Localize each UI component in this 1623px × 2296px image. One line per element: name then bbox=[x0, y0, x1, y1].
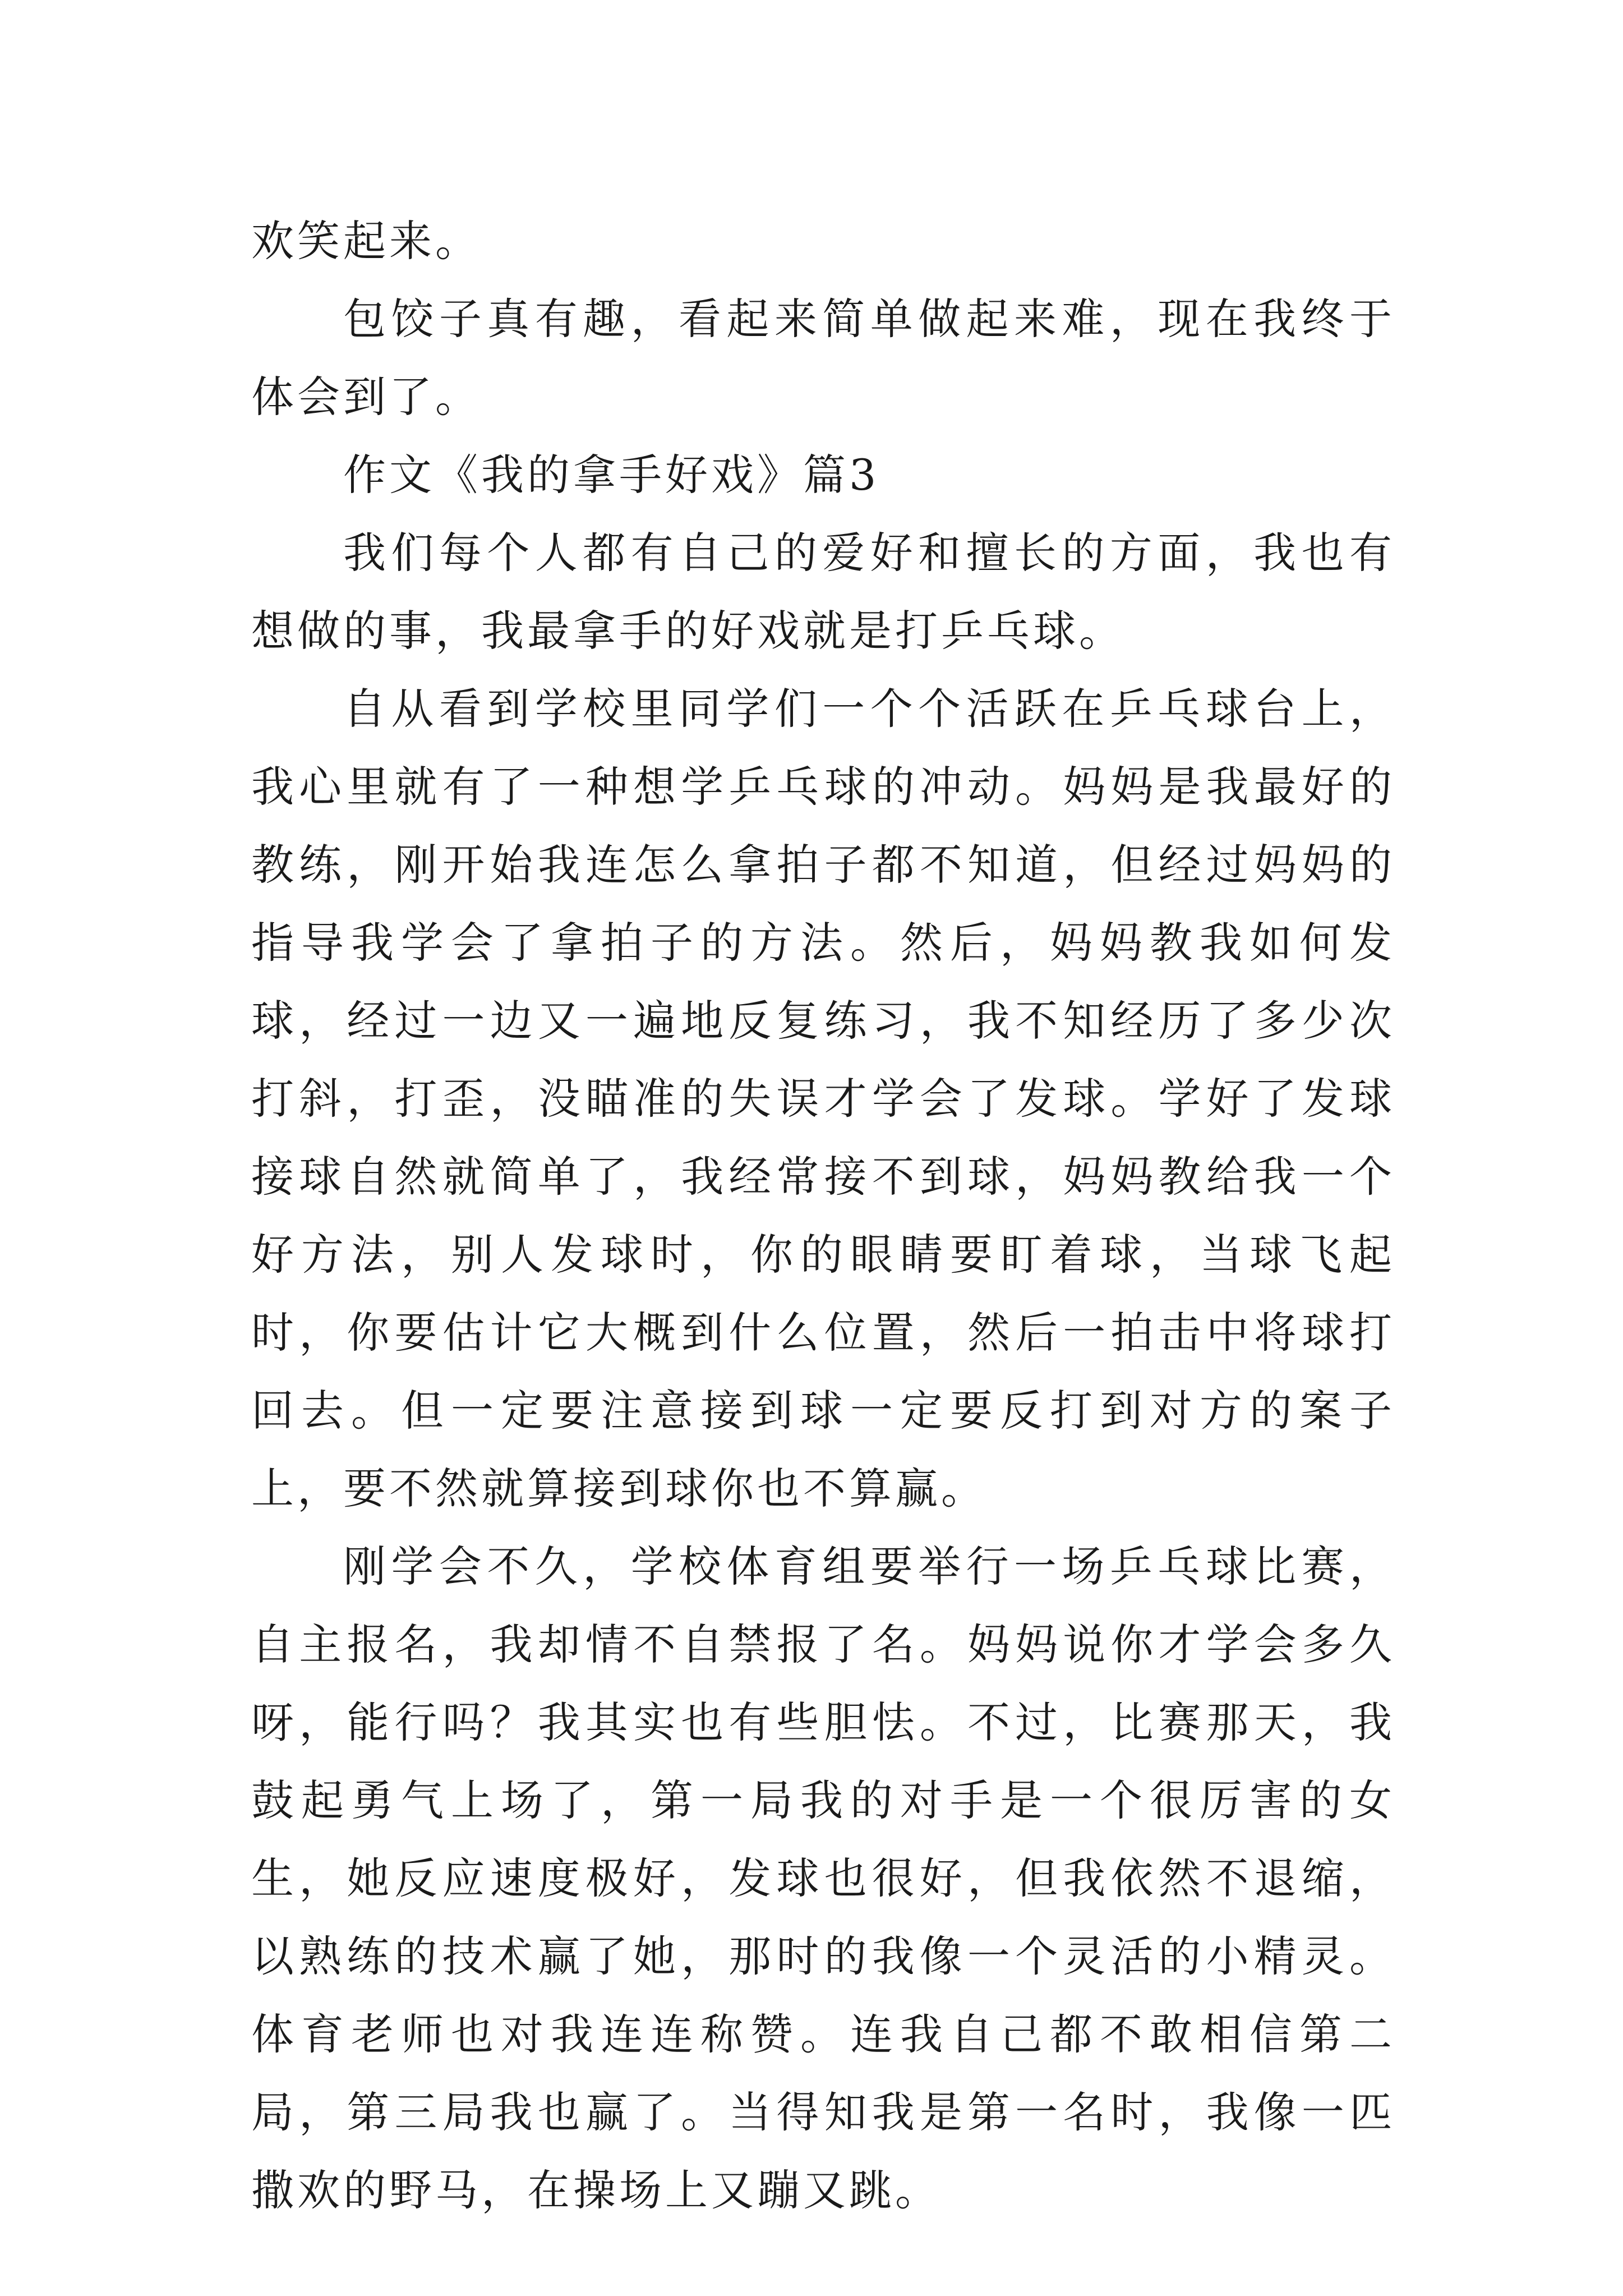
paragraph-3: 我们每个人都有自己的爱好和擅长的方面，我也有想做的事，我最拿手的好戏就是打乒乓球。 bbox=[251, 528, 1395, 656]
essay-title: 作文《我的拿手好戏》篇3 bbox=[343, 450, 880, 500]
paragraph-2: 包饺子真有趣，看起来简单做起来难，现在我终于体会到了。 bbox=[251, 294, 1395, 422]
paragraph-4: 自从看到学校里同学们一个个活跃在乒乓球台上，我心里就有了一种想学乒乓球的冲动。妈妈是我最好的教练，刚开始我连怎么拿拍子都不知道，但经过妈妈的指导我学会了拿拍子的方法。然后，妈妈教我如何发球，经过一边又一遍地反复练习，我不知经历了多少次打斜，打歪，没瞄准的失误才学会了发球。学好了发球接球自然就简单了，我经常接不到球，妈妈教给我一个好方法，别人发球时，你的眼睛要盯着球，当球飞起时，你要估计它大概到什么位置，然后一拍击中将球打回去。但一定要注意接到球一定要反打到对方的案子上，要不然就算接到球你也不算赢。 bbox=[251, 684, 1395, 1513]
document-body bbox=[251, 202, 1395, 2229]
paragraph-5: 刚学会不久，学校体育组要举行一场乒乓球比赛，自主报名，我却情不自禁报了名。妈妈说你才学会多久呀，能行吗？我其实也有些胆怯。不过，比赛那天，我鼓起勇气上场了，第一局我的对手是一个很厉害的女生，她反应速度极好，发球也很好，但我依然不退缩，以熟练的技术赢了她，那时的我像一个灵活的小精灵。体育老师也对我连连称赞。连我自己都不敢相信第二局，第三局我也赢了。当得知我是第一名时，我像一匹撒欢的野马，在操场上又蹦又跳。 bbox=[251, 1542, 1395, 2215]
paragraph-1: 欢笑起来。 bbox=[251, 216, 481, 266]
